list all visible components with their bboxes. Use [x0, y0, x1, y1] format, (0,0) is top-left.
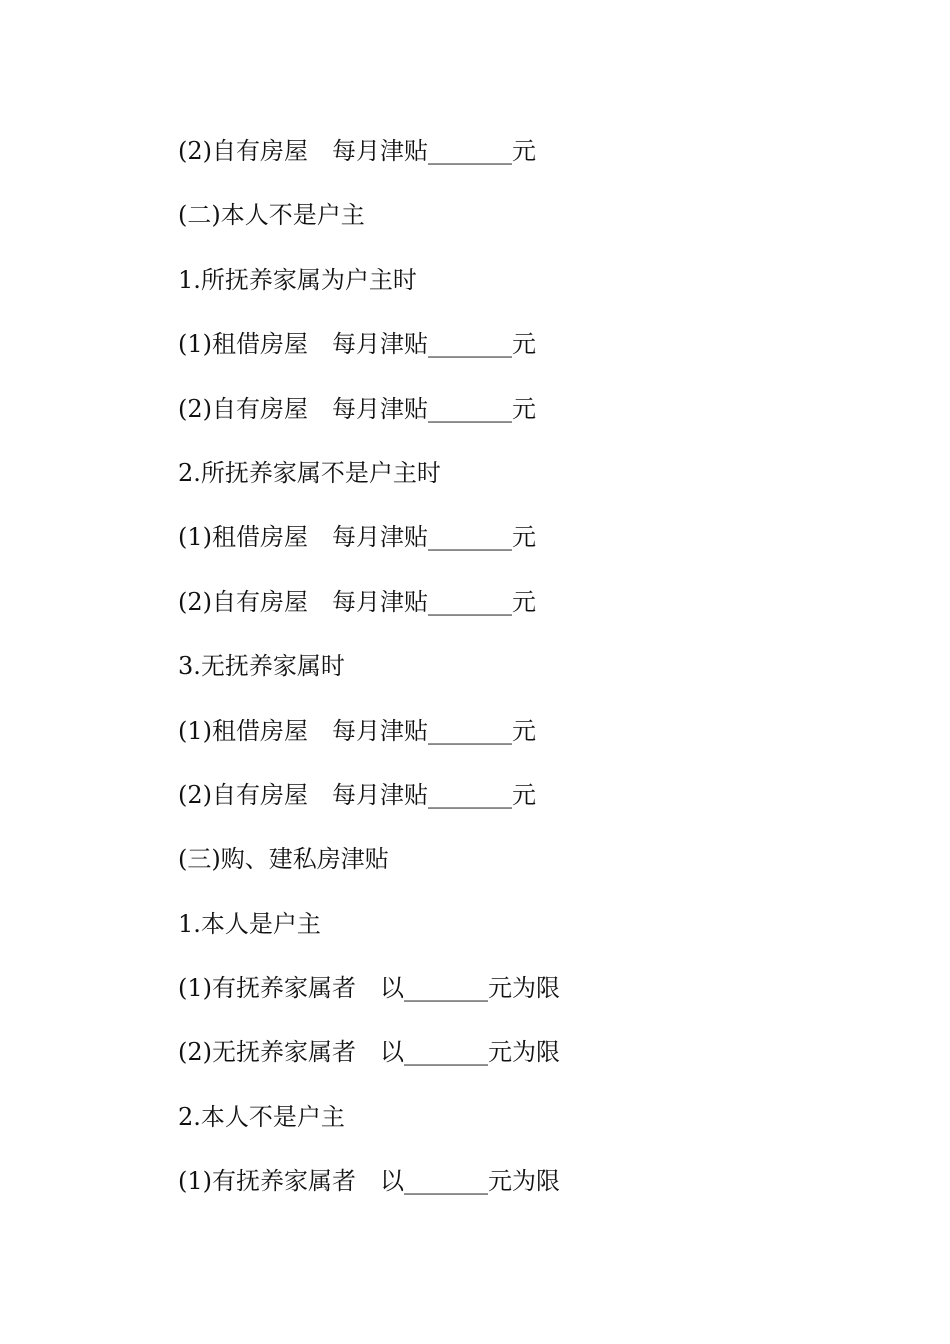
subsection-self-householder: 1.本人是户主: [178, 909, 321, 938]
section-heading-private-housing: (三)购、建私房津贴: [178, 845, 389, 874]
subsection-dependents-householder: 1.所抚养家属为户主时: [178, 265, 417, 294]
clause-own-house-allowance: (2)自有房屋 每月津贴_______元: [178, 137, 536, 165]
clause-own-house-allowance: (2)自有房屋 每月津贴_______元: [178, 780, 536, 809]
section-heading-not-householder: (二)本人不是户主: [178, 201, 365, 230]
clause-with-dependents-limit: (1)有抚养家属者 以_______元为限: [178, 1167, 560, 1196]
subsection-no-dependents: 3.无抚养家属时: [178, 652, 345, 681]
clause-rented-house-allowance: (1)租借房屋 每月津贴_______元: [178, 716, 536, 745]
clause-with-dependents-limit: (1)有抚养家属者 以_______元为限: [178, 974, 560, 1003]
clause-own-house-allowance: (2)自有房屋 每月津贴_______元: [178, 587, 536, 616]
subsection-dependents-not-householder: 2.所抚养家属不是户主时: [178, 458, 441, 487]
clause-rented-house-allowance: (1)租借房屋 每月津贴_______元: [178, 330, 536, 359]
document-body: [178, 131, 878, 1226]
clause-without-dependents-limit: (2)无抚养家属者 以_______元为限: [178, 1038, 560, 1067]
clause-own-house-allowance: (2)自有房屋 每月津贴_______元: [178, 394, 536, 423]
subsection-self-not-householder: 2.本人不是户主: [178, 1102, 345, 1131]
clause-rented-house-allowance: (1)租借房屋 每月津贴_______元: [178, 523, 536, 552]
